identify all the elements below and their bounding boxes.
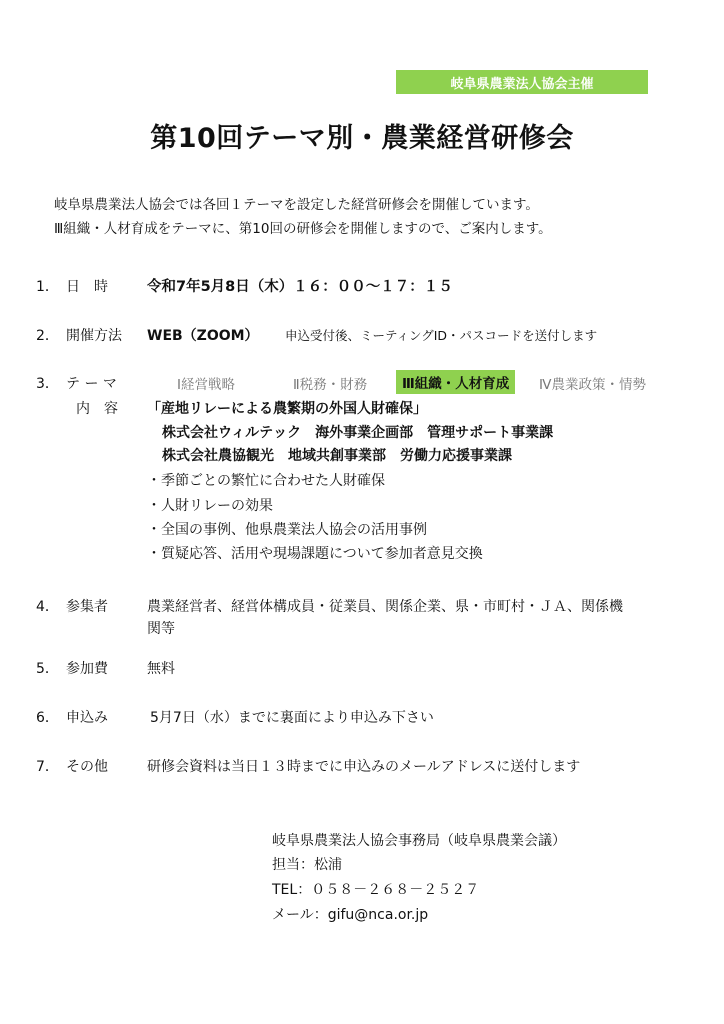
item-label-other: その他 [66, 759, 108, 775]
speaker-1: 株式会社ウィルテック 海外事業企画部 管理サポート事業課 [162, 425, 554, 441]
content-bullet: ・質疑応答、活用や現場課題について参加者意見交換 [147, 546, 483, 562]
item-label-theme: テ ー マ [66, 376, 117, 392]
content-bullet: ・全国の事例、他県農業法人協会の活用事例 [147, 522, 427, 538]
theme-option-4: Ⅳ農業政策・情勢 [539, 377, 646, 393]
apply-value: 5月7日（水）までに裏面により申込み下さい [150, 710, 434, 726]
host-badge: 岐阜県農業法人協会主催 [396, 70, 648, 94]
method-value: WEB（ZOOM） [147, 328, 259, 344]
item-number: 4． [36, 599, 59, 615]
item-number: 1． [36, 279, 59, 295]
item-label-method: 開催方法 [66, 328, 122, 344]
contact-office: 岐阜県農業法人協会事務局（岐阜県農業会議） [272, 833, 566, 849]
contact-email: メール：gifu@nca.or.jp [272, 907, 429, 923]
other-value: 研修会資料は当日１３時までに申込みのメールアドレスに送付します [147, 759, 581, 775]
content-title: 「産地リレーによる農繁期の外国人財確保」 [147, 401, 427, 417]
intro-line-1: 岐阜県農業法人協会では各回１テーマを設定した経営研修会を開催しています。 [54, 197, 539, 213]
item-number: 6． [36, 710, 59, 726]
theme-option-3-selected: Ⅲ組織・人材育成 [396, 370, 515, 394]
item-label-apply: 申込み [66, 710, 108, 726]
theme-option-2: Ⅱ税務・財務 [293, 377, 368, 393]
page-title: 第10回テーマ別・農業経営研修会 [150, 123, 574, 154]
datetime-value: 令和7年5月8日（木）１６：００～１７：１５ [147, 279, 453, 295]
item-label-fee: 参加費 [66, 661, 108, 677]
contact-tel: TEL：０５８－２６８－２５２７ [272, 882, 480, 898]
speaker-2: 株式会社農協観光 地域共創事業部 労働力応援事業課 [162, 448, 512, 464]
item-label-participants: 参集者 [66, 599, 108, 615]
item-number: 3． [36, 376, 59, 392]
fee-value: 無料 [147, 661, 175, 677]
participants-value-line-1: 農業経営者、経営体構成員・従業員、関係企業、県・市町村・ＪＡ、関係機 [147, 599, 623, 615]
intro-line-2: Ⅲ組織・人材育成をテーマに、第10回の研修会を開催しますので、ご案内します。 [54, 221, 552, 237]
method-note: 申込受付後、ミーティングID・パスコードを送付します [285, 328, 598, 343]
content-bullet: ・人財リレーの効果 [147, 498, 273, 514]
item-label-datetime: 日 時 [66, 279, 108, 295]
item-number: 7． [36, 759, 59, 775]
contact-person: 担当：松浦 [272, 857, 342, 873]
item-label-content: 内 容 [76, 401, 118, 417]
participants-value-line-2: 関等 [147, 621, 175, 637]
item-number: 2． [36, 328, 59, 344]
theme-option-1: Ⅰ経営戦略 [177, 377, 235, 393]
content-bullet: ・季節ごとの繁忙に合わせた人財確保 [147, 473, 385, 489]
item-number: 5． [36, 661, 59, 677]
